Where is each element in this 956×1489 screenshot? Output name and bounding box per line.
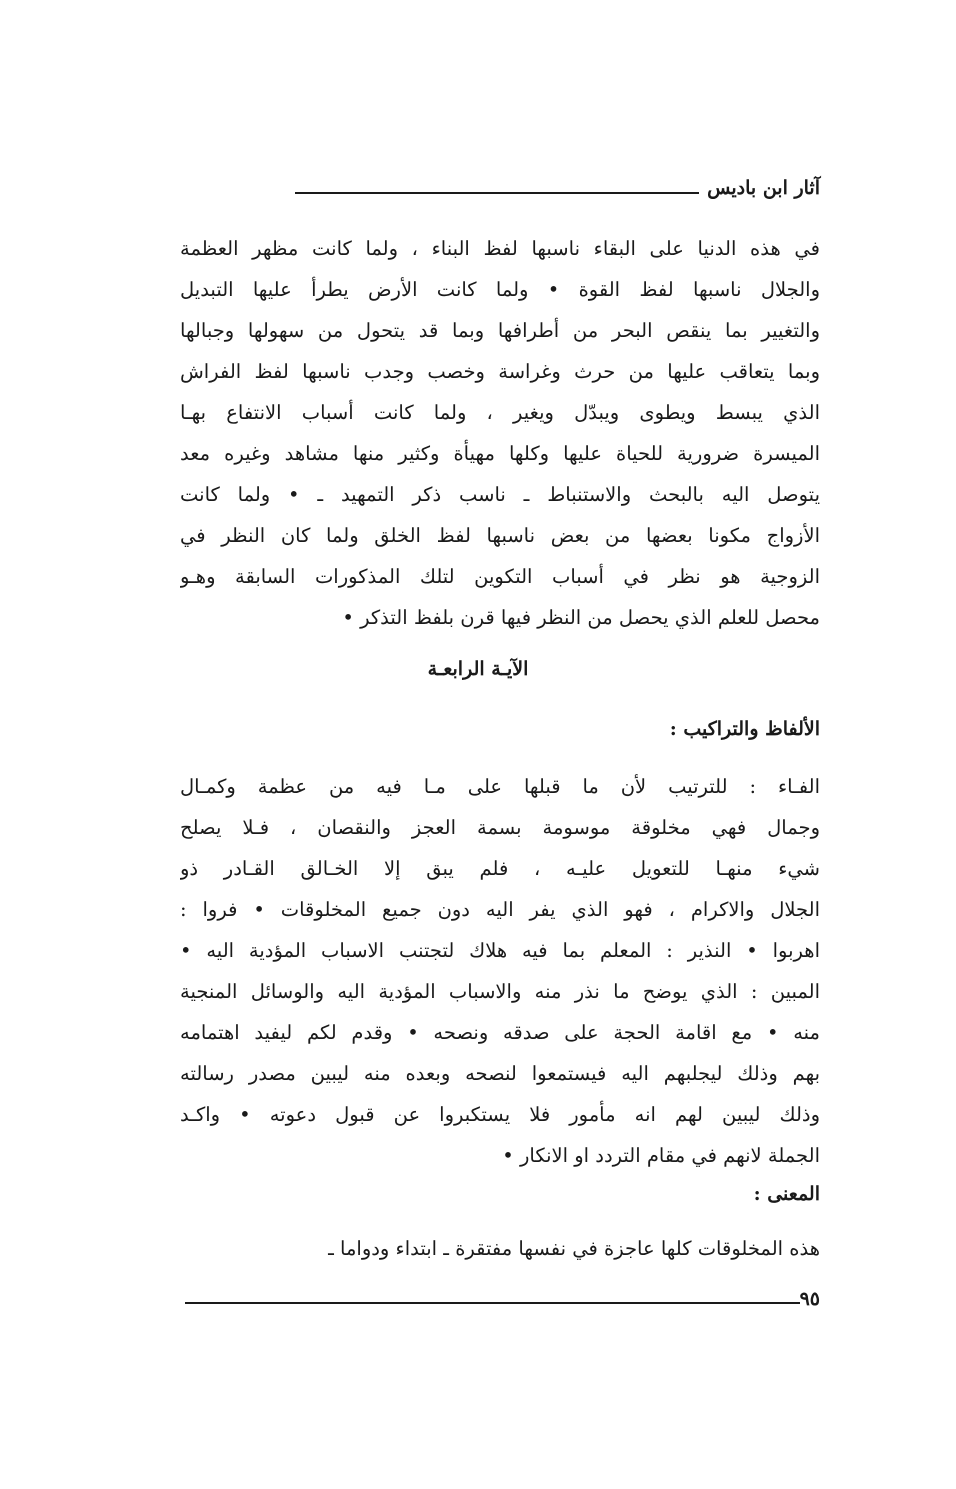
- page-footer: [185, 1284, 830, 1314]
- text-line: المبين : الذي يوضح ما نذر منه والاسباب المؤدية اليه والوسائل المنجية: [180, 980, 820, 1003]
- paragraph-meaning: [180, 1228, 820, 1269]
- text-line: والجلال ناسبها لفظ القوة • ولما كانت الأرض يطرأ عليها التبديل: [180, 278, 820, 301]
- text-line: الجملة لانهم في مقام التردد او الانكار •: [502, 1144, 820, 1167]
- text-line: محصل للعلم الذي يحصل من النظر فيها قرن بلفظ التذكر •: [342, 606, 820, 629]
- header-rule: [295, 192, 699, 194]
- text-line: بهم وذلك ليجلبهم اليه فيستمعوا لنصحه وبعده منه ليبين مصدر رسالته: [180, 1062, 820, 1085]
- text-line: الفـاء : للترتيب لأن ما قبلها على مـا فيه من عظمة وكمـال: [180, 775, 820, 798]
- text-line: الأزواج مكونا بعضها من بعض ناسبها لفظ الخلق ولما كان النظر في: [180, 524, 820, 547]
- text-line: يتوصل اليه بالبحث والاستنباط ـ ناسب ذكر التمهيد ـ • ولما كانت: [180, 483, 820, 506]
- text-line: الزوجية هو نظر في أسباب التكوين لتلك المذكورات السابقة وهـو: [180, 565, 820, 588]
- text-line: الجلال والاكرام ، فهو الذي يفر اليه دون جميع المخلوقات • فروا :: [180, 898, 820, 921]
- running-header: [295, 170, 820, 206]
- text-line: الذي يبسط ويطوى ويبدّل ويغير ، ولما كانت أسباب الانتفاع بهـا: [180, 401, 820, 424]
- running-header-title: آثار ابن باديس: [707, 177, 820, 199]
- text-line: شيء منهـا للتعويل عليـه ، فلم يبق إلا الخـالق القـادر ذو: [180, 857, 820, 880]
- paragraph-continuation: [180, 228, 820, 638]
- text-line: هذه المخلوقات كلها عاجزة في نفسها مفتقرة ـ ابتداء ودواما ـ: [328, 1237, 820, 1260]
- subheading-words-and-structures: الألفاظ والتراكيب :: [669, 718, 820, 740]
- text-line: في هذه الدنيا على البقاء ناسبها لفظ البناء ، ولما كانت مظهر العظمة: [180, 237, 820, 260]
- text-line: وبما يتعاقب عليها من حرث وغراسة وخصب وجدب ناسبها لفظ الفراش: [180, 360, 820, 383]
- footer-rule: [185, 1302, 800, 1304]
- section-title: الآيـة الرابعـة: [427, 658, 529, 680]
- text-line: الميسرة ضرورية للحياة عليها وكلها مهيأة وكثير منها مشاهد وغيره معد: [180, 442, 820, 465]
- text-line: وذلك ليبين لهم انه مأمور فلا يستكبروا عن قبول دعوته • واكـد: [180, 1103, 820, 1126]
- page-number: ٩٥: [799, 1288, 820, 1310]
- text-line: وجمال فهي مخلوقة موسومة بسمة العجز والنقصان ، فـلا يصلح: [180, 816, 820, 839]
- paragraph-words-and-structures: [180, 766, 820, 1176]
- text-line: والتغيير بما ينقص البحر من أطرافها وبما قد يتحول من سهولها وجبالها: [180, 319, 820, 342]
- subheading-meaning: المعنى :: [753, 1183, 820, 1205]
- text-line: منه • مع اقامة الحجة على صدقه ونصحه • وقدم لكم ليفيد اهتمامه: [180, 1021, 820, 1044]
- text-line: اهربوا • النذير : المعلم بما فيه هلاك لتجتنب الاسباب المؤدية اليه •: [180, 939, 820, 962]
